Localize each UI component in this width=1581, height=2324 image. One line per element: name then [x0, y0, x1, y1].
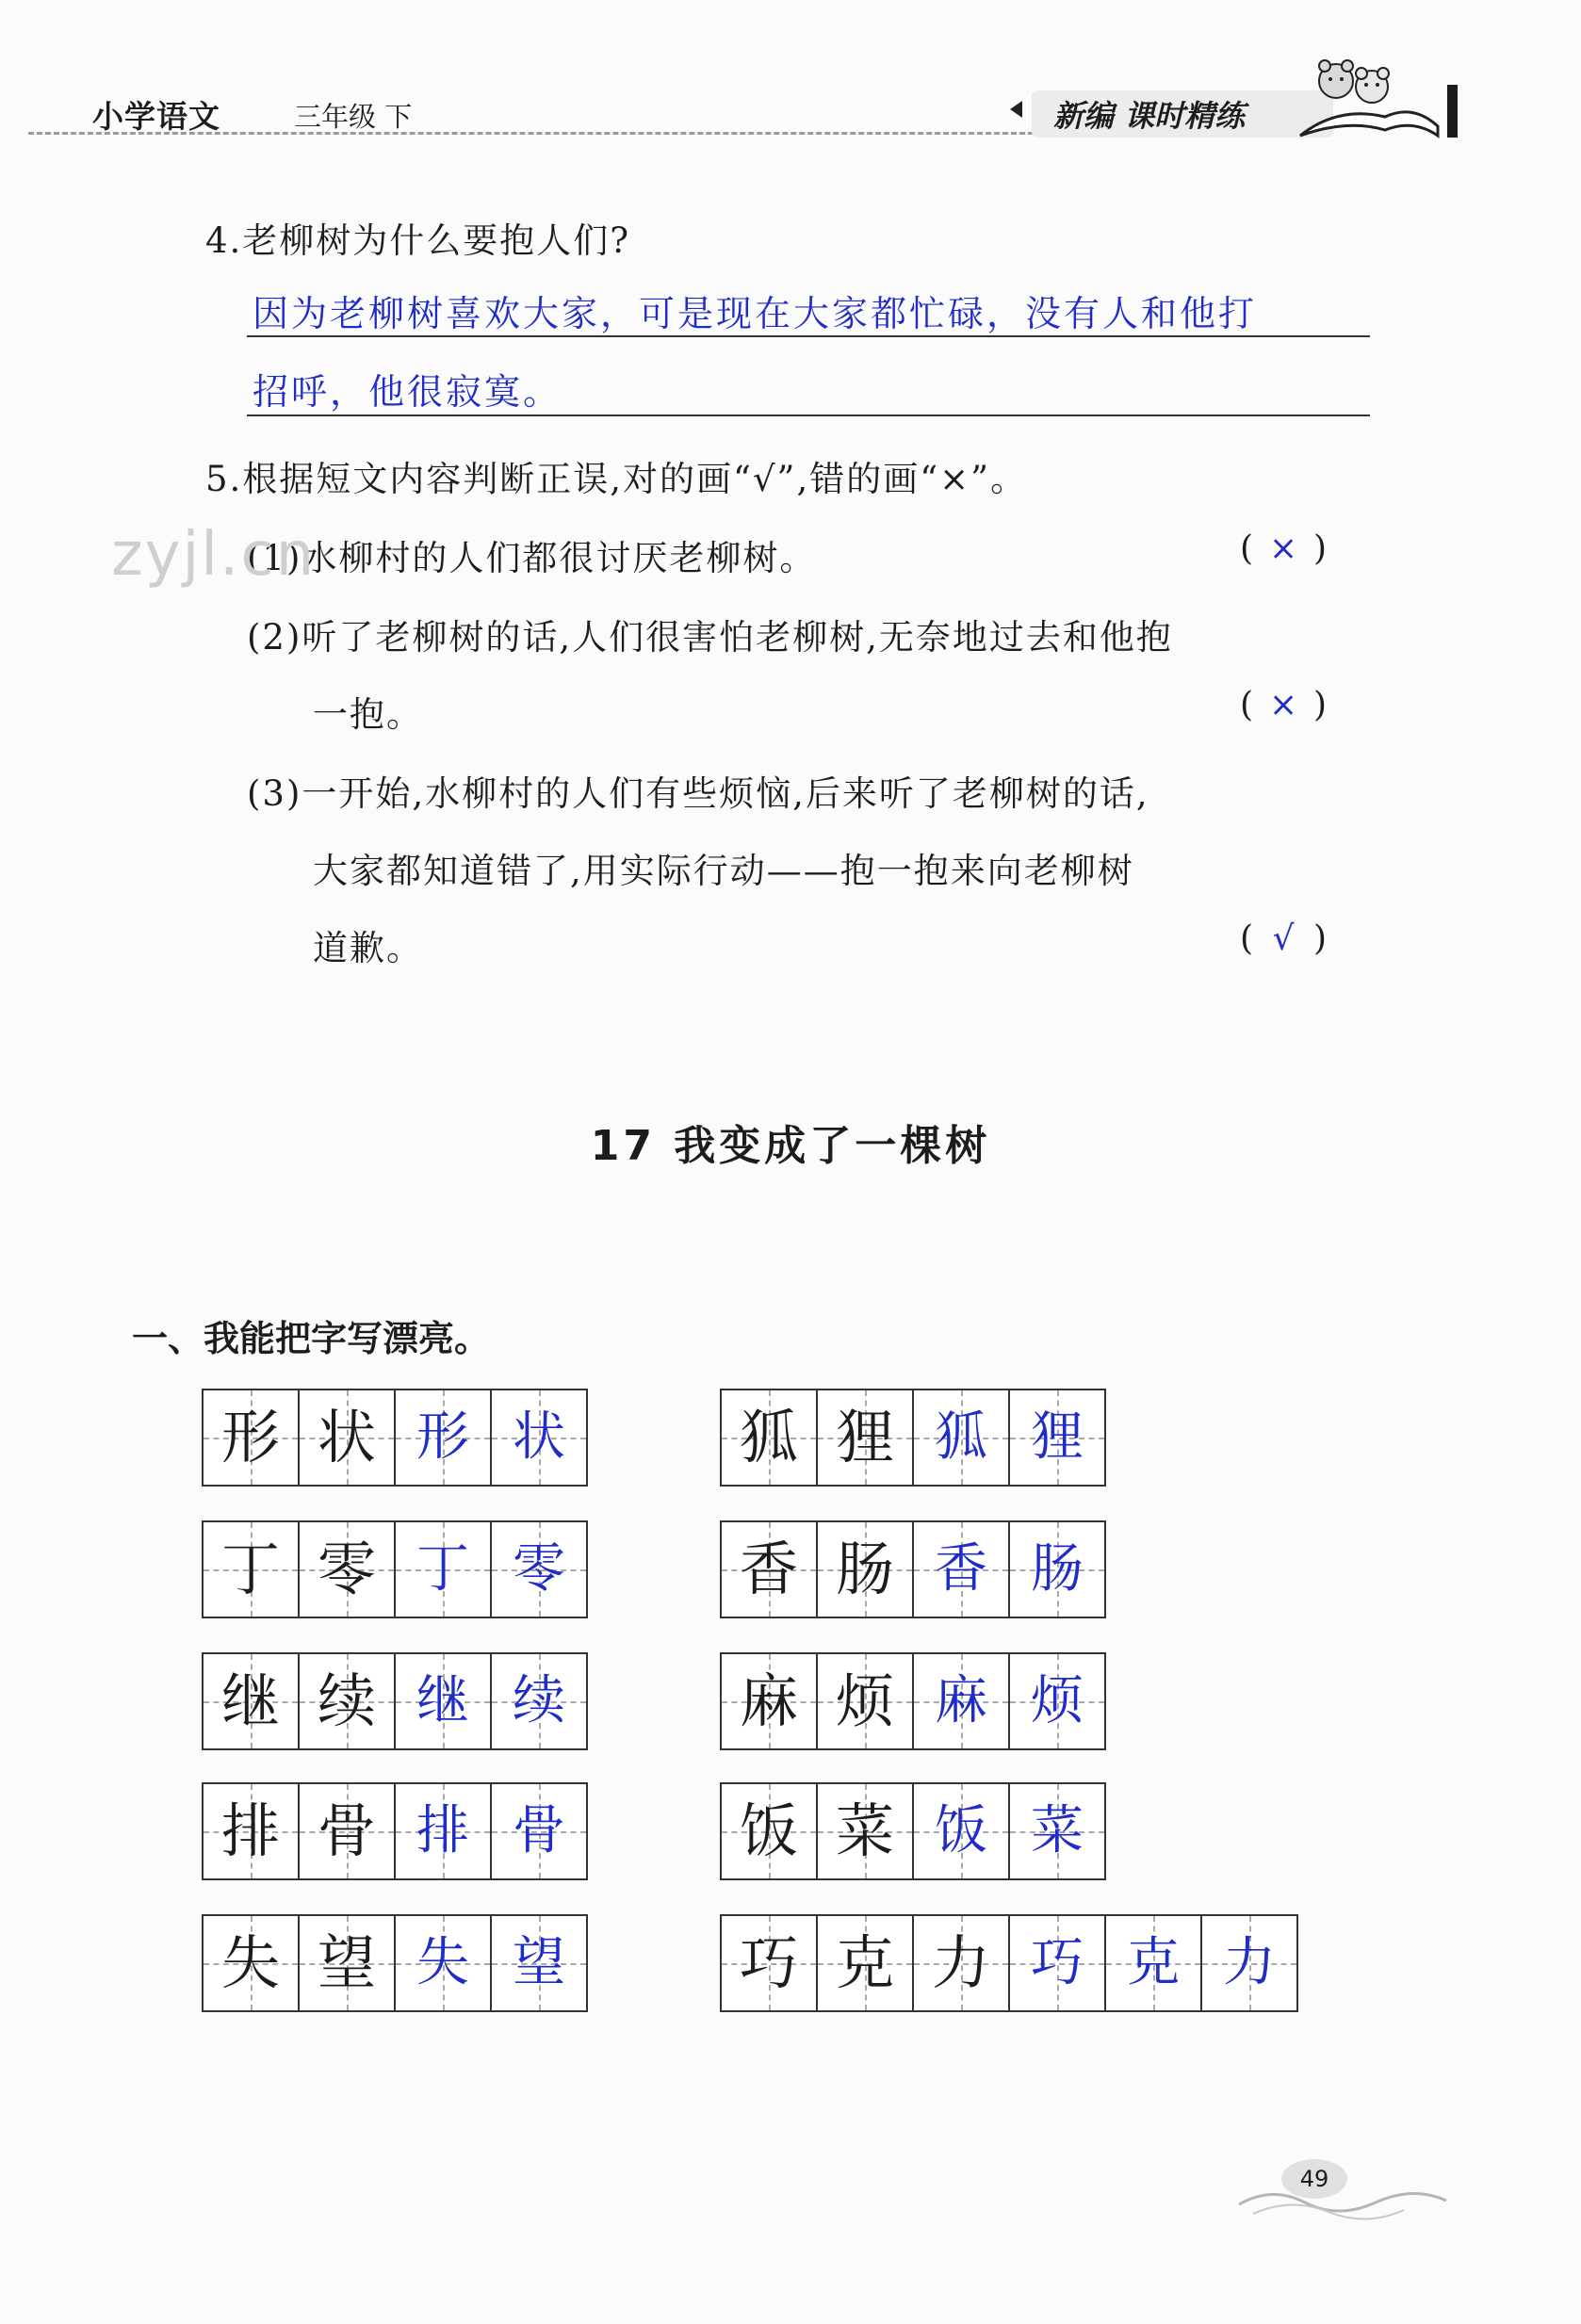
hanzi-char: 望	[317, 1928, 376, 1997]
hanzi-char: 力	[1223, 1932, 1276, 1993]
word-grid-left-2	[202, 1520, 588, 1618]
grid-cell	[818, 1390, 914, 1485]
grid-cell	[204, 1784, 300, 1878]
hanzi-char: 骨	[513, 1800, 565, 1861]
section-1-heading: 一、我能把字写漂亮。	[132, 1318, 491, 1359]
book-subject: 小学语文	[92, 98, 220, 135]
grid-cell	[722, 1784, 818, 1878]
series-brand: 新编 课时精练	[1053, 98, 1246, 134]
hanzi-char: 狸	[1031, 1406, 1084, 1468]
grid-cell	[300, 1784, 396, 1878]
statement-3-line-2: 大家都知道错了,用实际行动——抱一抱来向老柳树	[313, 851, 1134, 891]
answer-cell	[492, 1784, 586, 1878]
answer-cell	[1010, 1522, 1104, 1617]
answer-cell	[1010, 1654, 1104, 1748]
hanzi-char: 巧	[739, 1928, 798, 1997]
grid-cell	[300, 1654, 396, 1748]
hanzi-char: 续	[317, 1666, 376, 1735]
answer-cell	[1010, 1390, 1104, 1485]
judgment-mark-1: ( × )	[1240, 529, 1328, 568]
answer-cell	[914, 1784, 1010, 1878]
hanzi-char: 麻	[739, 1666, 798, 1735]
hanzi-char: 菜	[1031, 1800, 1084, 1861]
question-5: 5.根据短文内容判断正误,对的画“√”,错的画“×”。	[205, 459, 1028, 499]
hanzi-char: 麻	[935, 1670, 987, 1731]
answer-line	[247, 335, 1370, 337]
hanzi-char: 丁	[416, 1538, 469, 1600]
lesson-title: 17 我变成了一棵树	[590, 1122, 991, 1170]
answer-cell	[914, 1390, 1010, 1485]
hanzi-char: 零	[317, 1535, 376, 1603]
answer-cell	[396, 1522, 492, 1617]
grid-cell	[914, 1916, 1010, 2010]
hanzi-char: 失	[220, 1928, 280, 1997]
word-grid-right-2	[720, 1520, 1106, 1618]
word-grid-left-1	[202, 1389, 588, 1487]
grid-cell	[300, 1522, 396, 1617]
answer-cell	[492, 1522, 586, 1617]
grid-cell	[204, 1654, 300, 1748]
hanzi-char: 菜	[835, 1796, 894, 1865]
book-grade: 三年级 下	[294, 101, 413, 133]
answer-4-line-2: 招呼，他很寂寞。	[253, 371, 562, 413]
hanzi-char: 续	[513, 1670, 565, 1731]
answer-4-line-1: 因为老柳树喜欢大家，可是现在大家都忙碌，没有人和他打	[253, 293, 1258, 334]
hanzi-char: 巧	[1031, 1932, 1084, 1993]
statement-3-line-3: 道歉。	[313, 928, 423, 968]
hanzi-char: 零	[513, 1538, 565, 1600]
hanzi-char: 力	[931, 1928, 990, 1997]
word-grid-left-5	[202, 1914, 588, 2012]
hanzi-char: 形	[220, 1403, 280, 1471]
hanzi-char: 排	[220, 1796, 280, 1865]
answer-cell	[492, 1390, 586, 1485]
question-4: 4.老柳树为什么要抱人们?	[205, 220, 631, 261]
grid-cell	[300, 1390, 396, 1485]
grid-cell	[300, 1916, 396, 2010]
grid-cell	[818, 1654, 914, 1748]
hanzi-char: 狸	[835, 1403, 894, 1471]
grid-cell	[722, 1390, 818, 1485]
hanzi-char: 继	[220, 1666, 280, 1735]
hanzi-char: 香	[935, 1538, 987, 1600]
hanzi-char: 饭	[935, 1800, 987, 1861]
hanzi-char: 狐	[739, 1403, 798, 1471]
statement-1: (1)水柳村的人们都很讨厌老柳树。	[247, 538, 817, 578]
hanzi-char: 状	[513, 1406, 565, 1468]
word-grid-right-1	[720, 1389, 1106, 1487]
hanzi-char: 狐	[935, 1406, 987, 1468]
statement-2-line-2: 一抱。	[313, 694, 423, 735]
word-grid-right-5	[720, 1914, 1298, 2012]
hanzi-char: 肠	[1031, 1538, 1084, 1600]
answer-cell	[396, 1654, 492, 1748]
grid-cell	[722, 1916, 818, 2010]
hanzi-char: 望	[513, 1932, 565, 1993]
judgment-mark-3: ( √ )	[1240, 919, 1328, 958]
answer-cell	[396, 1916, 492, 2010]
hanzi-char: 继	[416, 1670, 469, 1731]
statement-2-line-1: (2)听了老柳树的话,人们很害怕老柳树,无奈地过去和他抱	[247, 617, 1173, 658]
hanzi-char: 克	[1127, 1932, 1180, 1993]
hanzi-char: 排	[416, 1800, 469, 1861]
page-number: 49	[1281, 2159, 1347, 2199]
bear-book-logo-icon	[1281, 49, 1442, 143]
watermark: zyjl.cn	[111, 520, 317, 590]
grid-cell	[204, 1916, 300, 2010]
answer-cell	[914, 1522, 1010, 1617]
header-bar	[1447, 85, 1458, 138]
word-grid-right-4	[720, 1782, 1106, 1880]
word-grid-right-3	[720, 1652, 1106, 1750]
triangle-left-icon	[1010, 101, 1022, 118]
hanzi-char: 饭	[739, 1796, 798, 1865]
answer-cell	[492, 1654, 586, 1748]
hanzi-char: 香	[739, 1535, 798, 1603]
hanzi-char: 烦	[835, 1666, 894, 1735]
hanzi-char: 肠	[835, 1535, 894, 1603]
answer-cell	[1010, 1784, 1104, 1878]
hanzi-char: 克	[835, 1928, 894, 1997]
grid-cell	[722, 1654, 818, 1748]
answer-cell	[396, 1390, 492, 1485]
answer-cell	[914, 1654, 1010, 1748]
hanzi-char: 烦	[1031, 1670, 1084, 1731]
hanzi-char: 失	[416, 1932, 469, 1993]
grid-cell	[818, 1522, 914, 1617]
answer-cell	[492, 1916, 586, 2010]
statement-3-line-1: (3)一开始,水柳村的人们有些烦恼,后来听了老柳树的话,	[247, 773, 1149, 814]
answer-cell	[1106, 1916, 1202, 2010]
answer-cell	[1010, 1916, 1106, 2010]
header-divider	[28, 132, 1051, 135]
word-grid-left-3	[202, 1652, 588, 1750]
answer-cell	[396, 1784, 492, 1878]
answer-line	[247, 414, 1370, 416]
judgment-mark-2: ( × )	[1240, 686, 1328, 724]
word-grid-left-4	[202, 1782, 588, 1880]
hanzi-char: 状	[317, 1403, 376, 1471]
grid-cell	[818, 1784, 914, 1878]
grid-cell	[204, 1390, 300, 1485]
hanzi-char: 丁	[220, 1535, 280, 1603]
grid-cell	[722, 1522, 818, 1617]
grid-cell	[818, 1916, 914, 2010]
hanzi-char: 形	[416, 1406, 469, 1468]
hanzi-char: 骨	[317, 1796, 376, 1865]
answer-cell	[1202, 1916, 1296, 2010]
grid-cell	[204, 1522, 300, 1617]
